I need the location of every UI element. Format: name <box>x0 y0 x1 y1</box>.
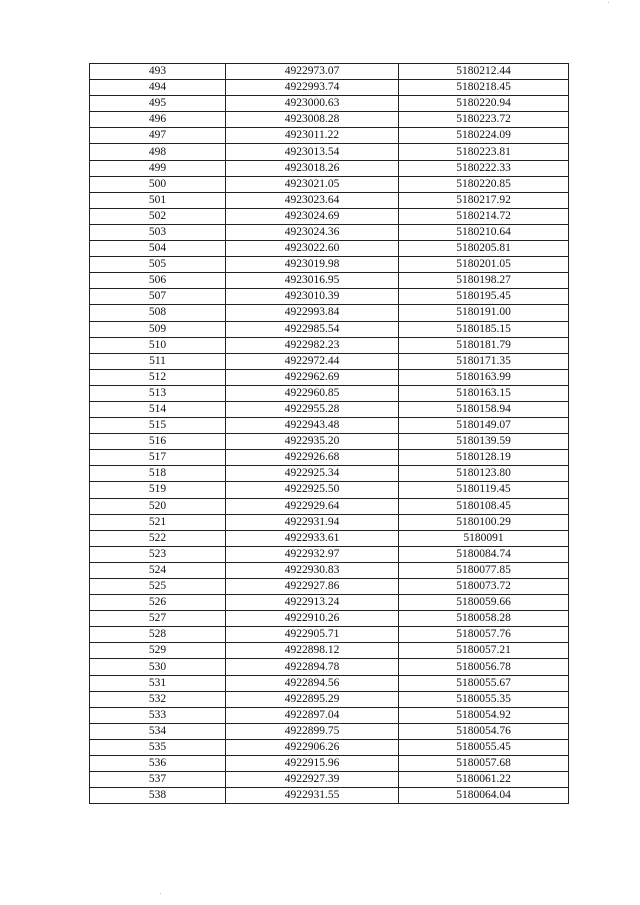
table-row <box>90 96 569 112</box>
table-row <box>90 482 569 498</box>
point-number-cell: 513 <box>90 385 226 401</box>
point-number-cell: 532 <box>90 691 226 707</box>
table-row <box>90 321 569 337</box>
table-row <box>90 337 569 353</box>
x-coordinate-cell: 4923016.95 <box>226 273 399 289</box>
x-coordinate-cell: 4922929.64 <box>226 498 399 514</box>
y-coordinate-cell: 5180055.45 <box>399 739 569 755</box>
x-coordinate-cell: 4923024.36 <box>226 224 399 240</box>
x-coordinate-cell: 4923013.54 <box>226 144 399 160</box>
table-row <box>90 128 569 144</box>
x-coordinate-cell: 4923021.05 <box>226 176 399 192</box>
x-coordinate-cell: 4923011.22 <box>226 128 399 144</box>
x-coordinate-cell: 4922932.97 <box>226 546 399 562</box>
point-number-cell: 538 <box>90 788 226 804</box>
y-coordinate-cell: 5180077.85 <box>399 562 569 578</box>
point-number-cell: 530 <box>90 659 226 675</box>
y-coordinate-cell: 5180084.74 <box>399 546 569 562</box>
table-row <box>90 160 569 176</box>
point-number-cell: 535 <box>90 739 226 755</box>
y-coordinate-cell: 5180214.72 <box>399 208 569 224</box>
x-coordinate-cell: 4922962.69 <box>226 369 399 385</box>
point-number-cell: 507 <box>90 289 226 305</box>
point-number-cell: 495 <box>90 96 226 112</box>
point-number-cell: 520 <box>90 498 226 514</box>
y-coordinate-cell: 5180223.72 <box>399 112 569 128</box>
y-coordinate-cell: 5180139.59 <box>399 434 569 450</box>
point-number-cell: 512 <box>90 369 226 385</box>
x-coordinate-cell: 4922955.28 <box>226 401 399 417</box>
table-row <box>90 144 569 160</box>
x-coordinate-cell: 4922899.75 <box>226 723 399 739</box>
point-number-cell: 526 <box>90 595 226 611</box>
point-number-cell: 504 <box>90 241 226 257</box>
table-row <box>90 192 569 208</box>
x-coordinate-cell: 4923024.69 <box>226 208 399 224</box>
point-number-cell: 516 <box>90 434 226 450</box>
x-coordinate-cell: 4922985.54 <box>226 321 399 337</box>
y-coordinate-cell: 5180220.85 <box>399 176 569 192</box>
y-coordinate-cell: 5180054.92 <box>399 707 569 723</box>
point-number-cell: 534 <box>90 723 226 739</box>
x-coordinate-cell: 4922894.78 <box>226 659 399 675</box>
point-number-cell: 531 <box>90 675 226 691</box>
y-coordinate-cell: 5180220.94 <box>399 96 569 112</box>
y-coordinate-cell: 5180223.81 <box>399 144 569 160</box>
point-number-cell: 519 <box>90 482 226 498</box>
x-coordinate-cell: 4922897.04 <box>226 707 399 723</box>
point-number-cell: 503 <box>90 224 226 240</box>
point-number-cell: 528 <box>90 627 226 643</box>
y-coordinate-cell: 5180055.35 <box>399 691 569 707</box>
table-row <box>90 224 569 240</box>
point-number-cell: 508 <box>90 305 226 321</box>
table-row <box>90 514 569 530</box>
y-coordinate-cell: 5180163.99 <box>399 369 569 385</box>
x-coordinate-cell: 4922927.86 <box>226 579 399 595</box>
y-coordinate-cell: 5180163.15 <box>399 385 569 401</box>
x-coordinate-cell: 4922905.71 <box>226 627 399 643</box>
coordinate-table <box>89 63 569 804</box>
x-coordinate-cell: 4923008.28 <box>226 112 399 128</box>
point-number-cell: 537 <box>90 772 226 788</box>
table-row <box>90 707 569 723</box>
x-coordinate-cell: 4922931.55 <box>226 788 399 804</box>
table-row <box>90 385 569 401</box>
point-number-cell: 505 <box>90 257 226 273</box>
y-coordinate-cell: 5180210.64 <box>399 224 569 240</box>
point-number-cell: 524 <box>90 562 226 578</box>
x-coordinate-cell: 4922930.83 <box>226 562 399 578</box>
y-coordinate-cell: 5180054.76 <box>399 723 569 739</box>
x-coordinate-cell: 4922925.50 <box>226 482 399 498</box>
y-coordinate-cell: 5180056.78 <box>399 659 569 675</box>
table-row <box>90 691 569 707</box>
y-coordinate-cell: 5180108.45 <box>399 498 569 514</box>
point-number-cell: 517 <box>90 450 226 466</box>
table-row <box>90 401 569 417</box>
point-number-cell: 500 <box>90 176 226 192</box>
table-row <box>90 112 569 128</box>
y-coordinate-cell: 5180061.22 <box>399 772 569 788</box>
x-coordinate-cell: 4922898.12 <box>226 643 399 659</box>
table-row <box>90 498 569 514</box>
y-coordinate-cell: 5180222.33 <box>399 160 569 176</box>
point-number-cell: 515 <box>90 418 226 434</box>
table-row <box>90 305 569 321</box>
y-coordinate-cell: 5180149.07 <box>399 418 569 434</box>
point-number-cell: 523 <box>90 546 226 562</box>
x-coordinate-cell: 4922972.44 <box>226 353 399 369</box>
x-coordinate-cell: 4922906.26 <box>226 739 399 755</box>
scan-speck <box>608 2 609 3</box>
table-row <box>90 788 569 804</box>
x-coordinate-cell: 4922933.61 <box>226 530 399 546</box>
point-number-cell: 502 <box>90 208 226 224</box>
table-row <box>90 176 569 192</box>
point-number-cell: 498 <box>90 144 226 160</box>
table-row <box>90 208 569 224</box>
y-coordinate-cell: 5180059.66 <box>399 595 569 611</box>
table-row <box>90 723 569 739</box>
table-row <box>90 739 569 755</box>
y-coordinate-cell: 5180100.29 <box>399 514 569 530</box>
point-number-cell: 514 <box>90 401 226 417</box>
x-coordinate-cell: 4922931.94 <box>226 514 399 530</box>
point-number-cell: 522 <box>90 530 226 546</box>
x-coordinate-cell: 4923010.39 <box>226 289 399 305</box>
y-coordinate-cell: 5180212.44 <box>399 64 569 80</box>
x-coordinate-cell: 4922993.84 <box>226 305 399 321</box>
y-coordinate-cell: 5180091 <box>399 530 569 546</box>
y-coordinate-cell: 5180205.81 <box>399 241 569 257</box>
table-row <box>90 450 569 466</box>
table-row <box>90 64 569 80</box>
table-row <box>90 675 569 691</box>
x-coordinate-cell: 4922894.56 <box>226 675 399 691</box>
point-number-cell: 529 <box>90 643 226 659</box>
table-row <box>90 530 569 546</box>
x-coordinate-cell: 4923000.63 <box>226 96 399 112</box>
point-number-cell: 525 <box>90 579 226 595</box>
x-coordinate-cell: 4922982.23 <box>226 337 399 353</box>
y-coordinate-cell: 5180057.21 <box>399 643 569 659</box>
table-row <box>90 579 569 595</box>
x-coordinate-cell: 4922960.85 <box>226 385 399 401</box>
table-row <box>90 273 569 289</box>
x-coordinate-cell: 4922910.26 <box>226 611 399 627</box>
point-number-cell: 510 <box>90 337 226 353</box>
x-coordinate-cell: 4922895.29 <box>226 691 399 707</box>
y-coordinate-cell: 5180057.68 <box>399 756 569 772</box>
table-row <box>90 418 569 434</box>
y-coordinate-cell: 5180171.35 <box>399 353 569 369</box>
y-coordinate-cell: 5180119.45 <box>399 482 569 498</box>
point-number-cell: 501 <box>90 192 226 208</box>
y-coordinate-cell: 5180218.45 <box>399 80 569 96</box>
y-coordinate-cell: 5180181.79 <box>399 337 569 353</box>
x-coordinate-cell: 4922973.07 <box>226 64 399 80</box>
x-coordinate-cell: 4922915.96 <box>226 756 399 772</box>
y-coordinate-cell: 5180224.09 <box>399 128 569 144</box>
y-coordinate-cell: 5180123.80 <box>399 466 569 482</box>
y-coordinate-cell: 5180055.67 <box>399 675 569 691</box>
point-number-cell: 496 <box>90 112 226 128</box>
table-row <box>90 627 569 643</box>
table-row <box>90 369 569 385</box>
table-row <box>90 562 569 578</box>
table-row <box>90 353 569 369</box>
table-row <box>90 241 569 257</box>
coordinate-table-body <box>90 64 569 804</box>
x-coordinate-cell: 4923023.64 <box>226 192 399 208</box>
point-number-cell: 497 <box>90 128 226 144</box>
point-number-cell: 521 <box>90 514 226 530</box>
point-number-cell: 494 <box>90 80 226 96</box>
point-number-cell: 511 <box>90 353 226 369</box>
point-number-cell: 536 <box>90 756 226 772</box>
point-number-cell: 506 <box>90 273 226 289</box>
x-coordinate-cell: 4923018.26 <box>226 160 399 176</box>
y-coordinate-cell: 5180064.04 <box>399 788 569 804</box>
y-coordinate-cell: 5180198.27 <box>399 273 569 289</box>
table-row <box>90 595 569 611</box>
table-row <box>90 756 569 772</box>
x-coordinate-cell: 4922925.34 <box>226 466 399 482</box>
x-coordinate-cell: 4922913.24 <box>226 595 399 611</box>
point-number-cell: 509 <box>90 321 226 337</box>
table-row <box>90 546 569 562</box>
x-coordinate-cell: 4922943.48 <box>226 418 399 434</box>
table-row <box>90 643 569 659</box>
x-coordinate-cell: 4923022.60 <box>226 241 399 257</box>
point-number-cell: 533 <box>90 707 226 723</box>
x-coordinate-cell: 4922926.68 <box>226 450 399 466</box>
y-coordinate-cell: 5180073.72 <box>399 579 569 595</box>
scan-speck <box>160 893 161 894</box>
point-number-cell: 518 <box>90 466 226 482</box>
x-coordinate-cell: 4922993.74 <box>226 80 399 96</box>
table-row <box>90 434 569 450</box>
table-row <box>90 257 569 273</box>
y-coordinate-cell: 5180191.00 <box>399 305 569 321</box>
table-row <box>90 611 569 627</box>
y-coordinate-cell: 5180158.94 <box>399 401 569 417</box>
table-row <box>90 289 569 305</box>
table-row <box>90 772 569 788</box>
y-coordinate-cell: 5180195.45 <box>399 289 569 305</box>
x-coordinate-cell: 4923019.98 <box>226 257 399 273</box>
y-coordinate-cell: 5180057.76 <box>399 627 569 643</box>
x-coordinate-cell: 4922927.39 <box>226 772 399 788</box>
point-number-cell: 493 <box>90 64 226 80</box>
y-coordinate-cell: 5180058.28 <box>399 611 569 627</box>
y-coordinate-cell: 5180217.92 <box>399 192 569 208</box>
y-coordinate-cell: 5180128.19 <box>399 450 569 466</box>
point-number-cell: 499 <box>90 160 226 176</box>
y-coordinate-cell: 5180185.15 <box>399 321 569 337</box>
point-number-cell: 527 <box>90 611 226 627</box>
x-coordinate-cell: 4922935.20 <box>226 434 399 450</box>
table-row <box>90 659 569 675</box>
table-row <box>90 80 569 96</box>
table-row <box>90 466 569 482</box>
y-coordinate-cell: 5180201.05 <box>399 257 569 273</box>
